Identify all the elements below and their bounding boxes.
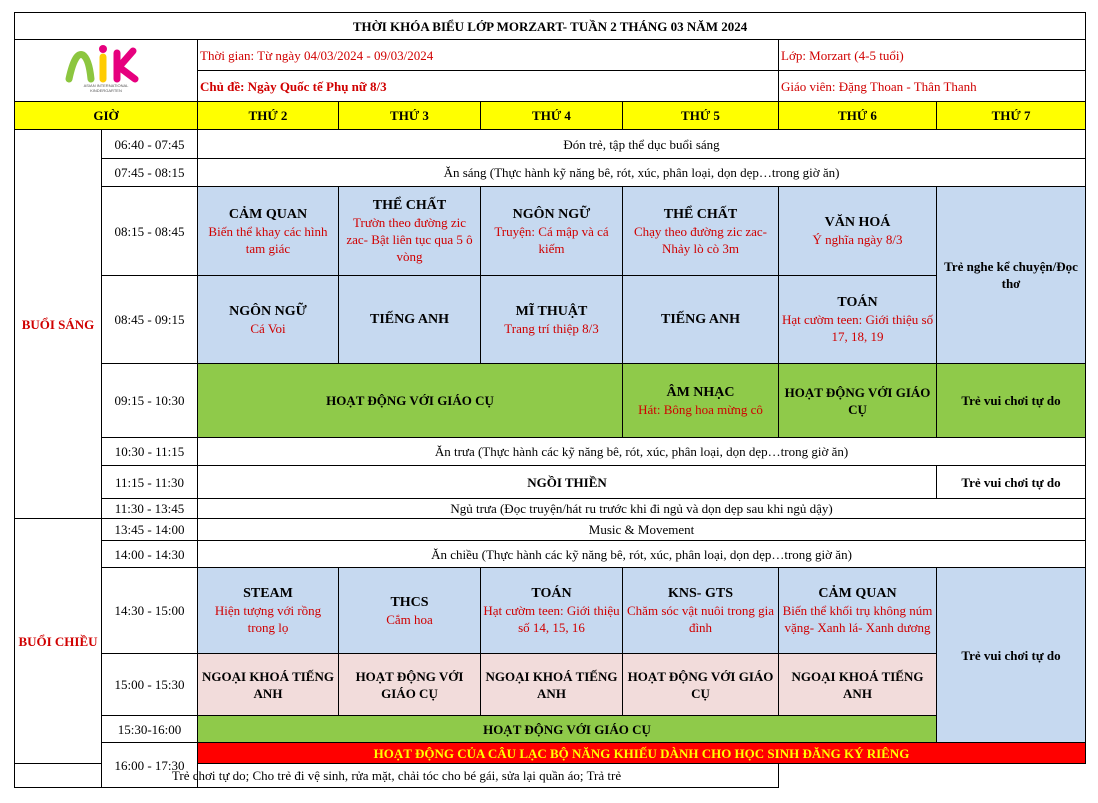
lesson-subject: TIẾNG ANH	[370, 312, 449, 327]
lesson-cell	[481, 187, 623, 276]
lesson-subject: TOÁN	[531, 586, 572, 601]
activity-row: Ăn chiều (Thực hành các kỹ năng bê, rót, xúc, phân loại, dọn dẹp…trong giờ ăn)	[198, 541, 1086, 568]
lesson-desc: Trườn theo đường zic zac- Bật liên tục qua 5 ô vòng	[346, 215, 473, 264]
time-slot: 11:15 - 11:30	[102, 466, 198, 499]
lesson-cell	[623, 276, 779, 364]
lesson-subject: THỂ CHẤT	[663, 206, 738, 222]
logo-caption-2: KINDERGARTEN	[90, 87, 122, 93]
session-afternoon: BUỔI CHIỀU	[15, 519, 102, 764]
time-slot: 14:30 - 15:00	[102, 568, 198, 654]
header-day: THỨ 4	[481, 102, 623, 130]
lesson-desc: Hiện tượng với rồng trong lọ	[214, 603, 322, 635]
header-day: THỨ 5	[623, 102, 779, 130]
lesson-desc: Truyện: Cá mập và cá kiếm	[494, 223, 609, 256]
time-slot: 16:00 - 17:30	[102, 743, 198, 788]
lesson-subject: NGÔN NGỮ	[512, 206, 591, 222]
lesson-cell	[779, 276, 937, 364]
club-banner: HOẠT ĐỘNG CỦA CÂU LẠC BỘ NĂNG KHIẾU DÀNH CHO HỌC SINH ĐĂNG KÝ RIÊNG	[198, 743, 1086, 764]
extra-activity: NGOẠI KHOÁ TIẾNG ANH	[198, 654, 339, 716]
lesson-subject: CẢM QUAN	[818, 586, 897, 601]
time-slot: 10:30 - 11:15	[102, 438, 198, 466]
meditation: NGỒI THIỀN	[198, 466, 937, 499]
lesson-cell	[623, 187, 779, 276]
logo-caption-1: ASIAN INTERNATIONAL	[83, 82, 129, 88]
saturday-free-play: Trẻ vui chơi tự do	[937, 364, 1086, 438]
extra-activity: NGOẠI KHOÁ TIẾNG ANH	[481, 654, 623, 716]
lesson-cell	[623, 364, 779, 438]
aik-logo-icon	[61, 43, 151, 95]
lesson-cell	[339, 568, 481, 654]
time-slot: 07:45 - 08:15	[102, 159, 198, 187]
montessori-block: HOẠT ĐỘNG VỚI GIÁO CỤ	[198, 364, 623, 438]
lesson-desc: Chạy theo đường zic zac- Nhảy lò cò 3m	[633, 223, 768, 256]
time-range: Thời gian: Từ ngày 04/03/2024 - 09/03/2024	[198, 40, 779, 71]
lesson-cell	[779, 187, 937, 276]
activity-row: Ăn trưa (Thực hành các kỹ năng bê, rót, xúc, phân loại, dọn dẹp…trong giờ ăn)	[198, 438, 1086, 466]
lesson-cell	[623, 568, 779, 654]
timetable	[14, 12, 1086, 788]
saturday-free-play: Trẻ vui chơi tự do	[937, 466, 1086, 499]
time-slot: 06:40 - 07:45	[102, 130, 198, 159]
time-slot: 08:45 - 09:15	[102, 276, 198, 364]
extra-activity: HOẠT ĐỘNG VỚI GIÁO CỤ	[339, 654, 481, 716]
topic: Chủ đề: Ngày Quốc tế Phụ nữ 8/3	[198, 71, 779, 102]
lesson-cell	[339, 276, 481, 364]
lesson-desc: Ý nghĩa ngày 8/3	[812, 232, 903, 247]
header-time: GIỜ	[15, 102, 198, 130]
lesson-subject: TOÁN	[837, 295, 878, 310]
extra-activity: NGOẠI KHOÁ TIẾNG ANH	[779, 654, 937, 716]
lesson-subject: THỂ CHẤT	[372, 198, 447, 213]
header-day: THỨ 2	[198, 102, 339, 130]
lesson-subject: KNS- GTS	[668, 586, 733, 601]
lesson-subject: TIẾNG ANH	[661, 312, 740, 327]
activity-row: Trẻ chơi tự do; Cho trẻ đi vệ sinh, rửa mặt, chải tóc cho bé gái, sửa lại quần áo; Trả trẻ	[15, 764, 779, 788]
class-name: Lớp: Morzart (4-5 tuổi)	[779, 40, 1086, 71]
time-slot: 14:00 - 14:30	[102, 541, 198, 568]
lesson-cell	[779, 568, 937, 654]
time-slot: 15:30-16:00	[102, 716, 198, 743]
time-slot: 13:45 - 14:00	[102, 519, 198, 541]
lesson-cell	[198, 187, 339, 276]
lesson-cell	[339, 187, 481, 276]
activity-row: Music & Movement	[198, 519, 1086, 541]
saturday-story: Trẻ nghe kể chuyện/Đọc thơ	[937, 187, 1086, 364]
activity-row: Đón trẻ, tập thể dục buổi sáng	[198, 130, 1086, 159]
time-slot: 09:15 - 10:30	[102, 364, 198, 438]
montessori-block: HOẠT ĐỘNG VỚI GIÁO CỤ	[198, 716, 937, 743]
activity-row: Ăn sáng (Thực hành kỹ năng bê, rót, xúc, phân loại, dọn dẹp…trong giờ ăn)	[198, 159, 1086, 187]
teacher: Giáo viên: Đặng Thoan - Thân Thanh	[779, 71, 1086, 102]
activity-row: Ngủ trưa (Đọc truyện/hát ru trước khi đi ngủ và dọn dẹp sau khi ngủ dậy)	[198, 499, 1086, 519]
lesson-subject: ÂM NHẠC	[666, 384, 735, 400]
lesson-subject: NGÔN NGỮ	[229, 303, 307, 319]
extra-activity: HOẠT ĐỘNG VỚI GIÁO CỤ	[623, 654, 779, 716]
header-day: THỨ 3	[339, 102, 481, 130]
page-title: THỜI KHÓA BIỂU LỚP MORZART- TUẦN 2 THÁNG 03 NĂM 2024	[15, 13, 1086, 40]
lesson-desc: Hát: Bông hoa mừng cô	[638, 401, 763, 417]
lesson-desc: Biến thể khay các hình tam giác	[208, 223, 328, 256]
lesson-cell	[481, 568, 623, 654]
montessori-block: HOẠT ĐỘNG VỚI GIÁO CỤ	[779, 364, 937, 438]
lesson-subject: CẢM QUAN	[228, 206, 308, 222]
lesson-desc: Chăm sóc vật nuôi trong gia đình	[627, 603, 774, 635]
lesson-subject: MĨ THUẬT	[515, 303, 588, 319]
header-day: THỨ 6	[779, 102, 937, 130]
lesson-cell	[198, 276, 339, 364]
school-logo	[15, 40, 198, 102]
lesson-desc: Cá Voi	[250, 320, 286, 336]
time-slot: 08:15 - 08:45	[102, 187, 198, 276]
time-slot: 15:00 - 15:30	[102, 654, 198, 716]
lesson-desc: Trang trí thiệp 8/3	[504, 320, 599, 336]
lesson-desc: Biến thể khối trụ không núm vặng- Xanh lá- Xanh dương	[782, 603, 933, 635]
lesson-cell	[198, 568, 339, 654]
lesson-subject: STEAM	[243, 586, 293, 601]
time-slot: 11:30 - 13:45	[102, 499, 198, 519]
lesson-cell	[481, 276, 623, 364]
lesson-desc: Cắm hoa	[386, 611, 433, 627]
lesson-desc: Hạt cườm teen: Giới thiệu số 17, 18, 19	[781, 312, 934, 344]
lesson-subject: THCS	[390, 594, 429, 610]
header-day: THỨ 7	[937, 102, 1086, 130]
saturday-free-play: Trẻ vui chơi tự do	[937, 568, 1086, 743]
lesson-desc: Hạt cườm teen: Giới thiệu số 14, 15, 16	[483, 603, 620, 635]
session-morning: BUỔI SÁNG	[15, 130, 102, 519]
lesson-subject: VĂN HOÁ	[824, 215, 891, 230]
